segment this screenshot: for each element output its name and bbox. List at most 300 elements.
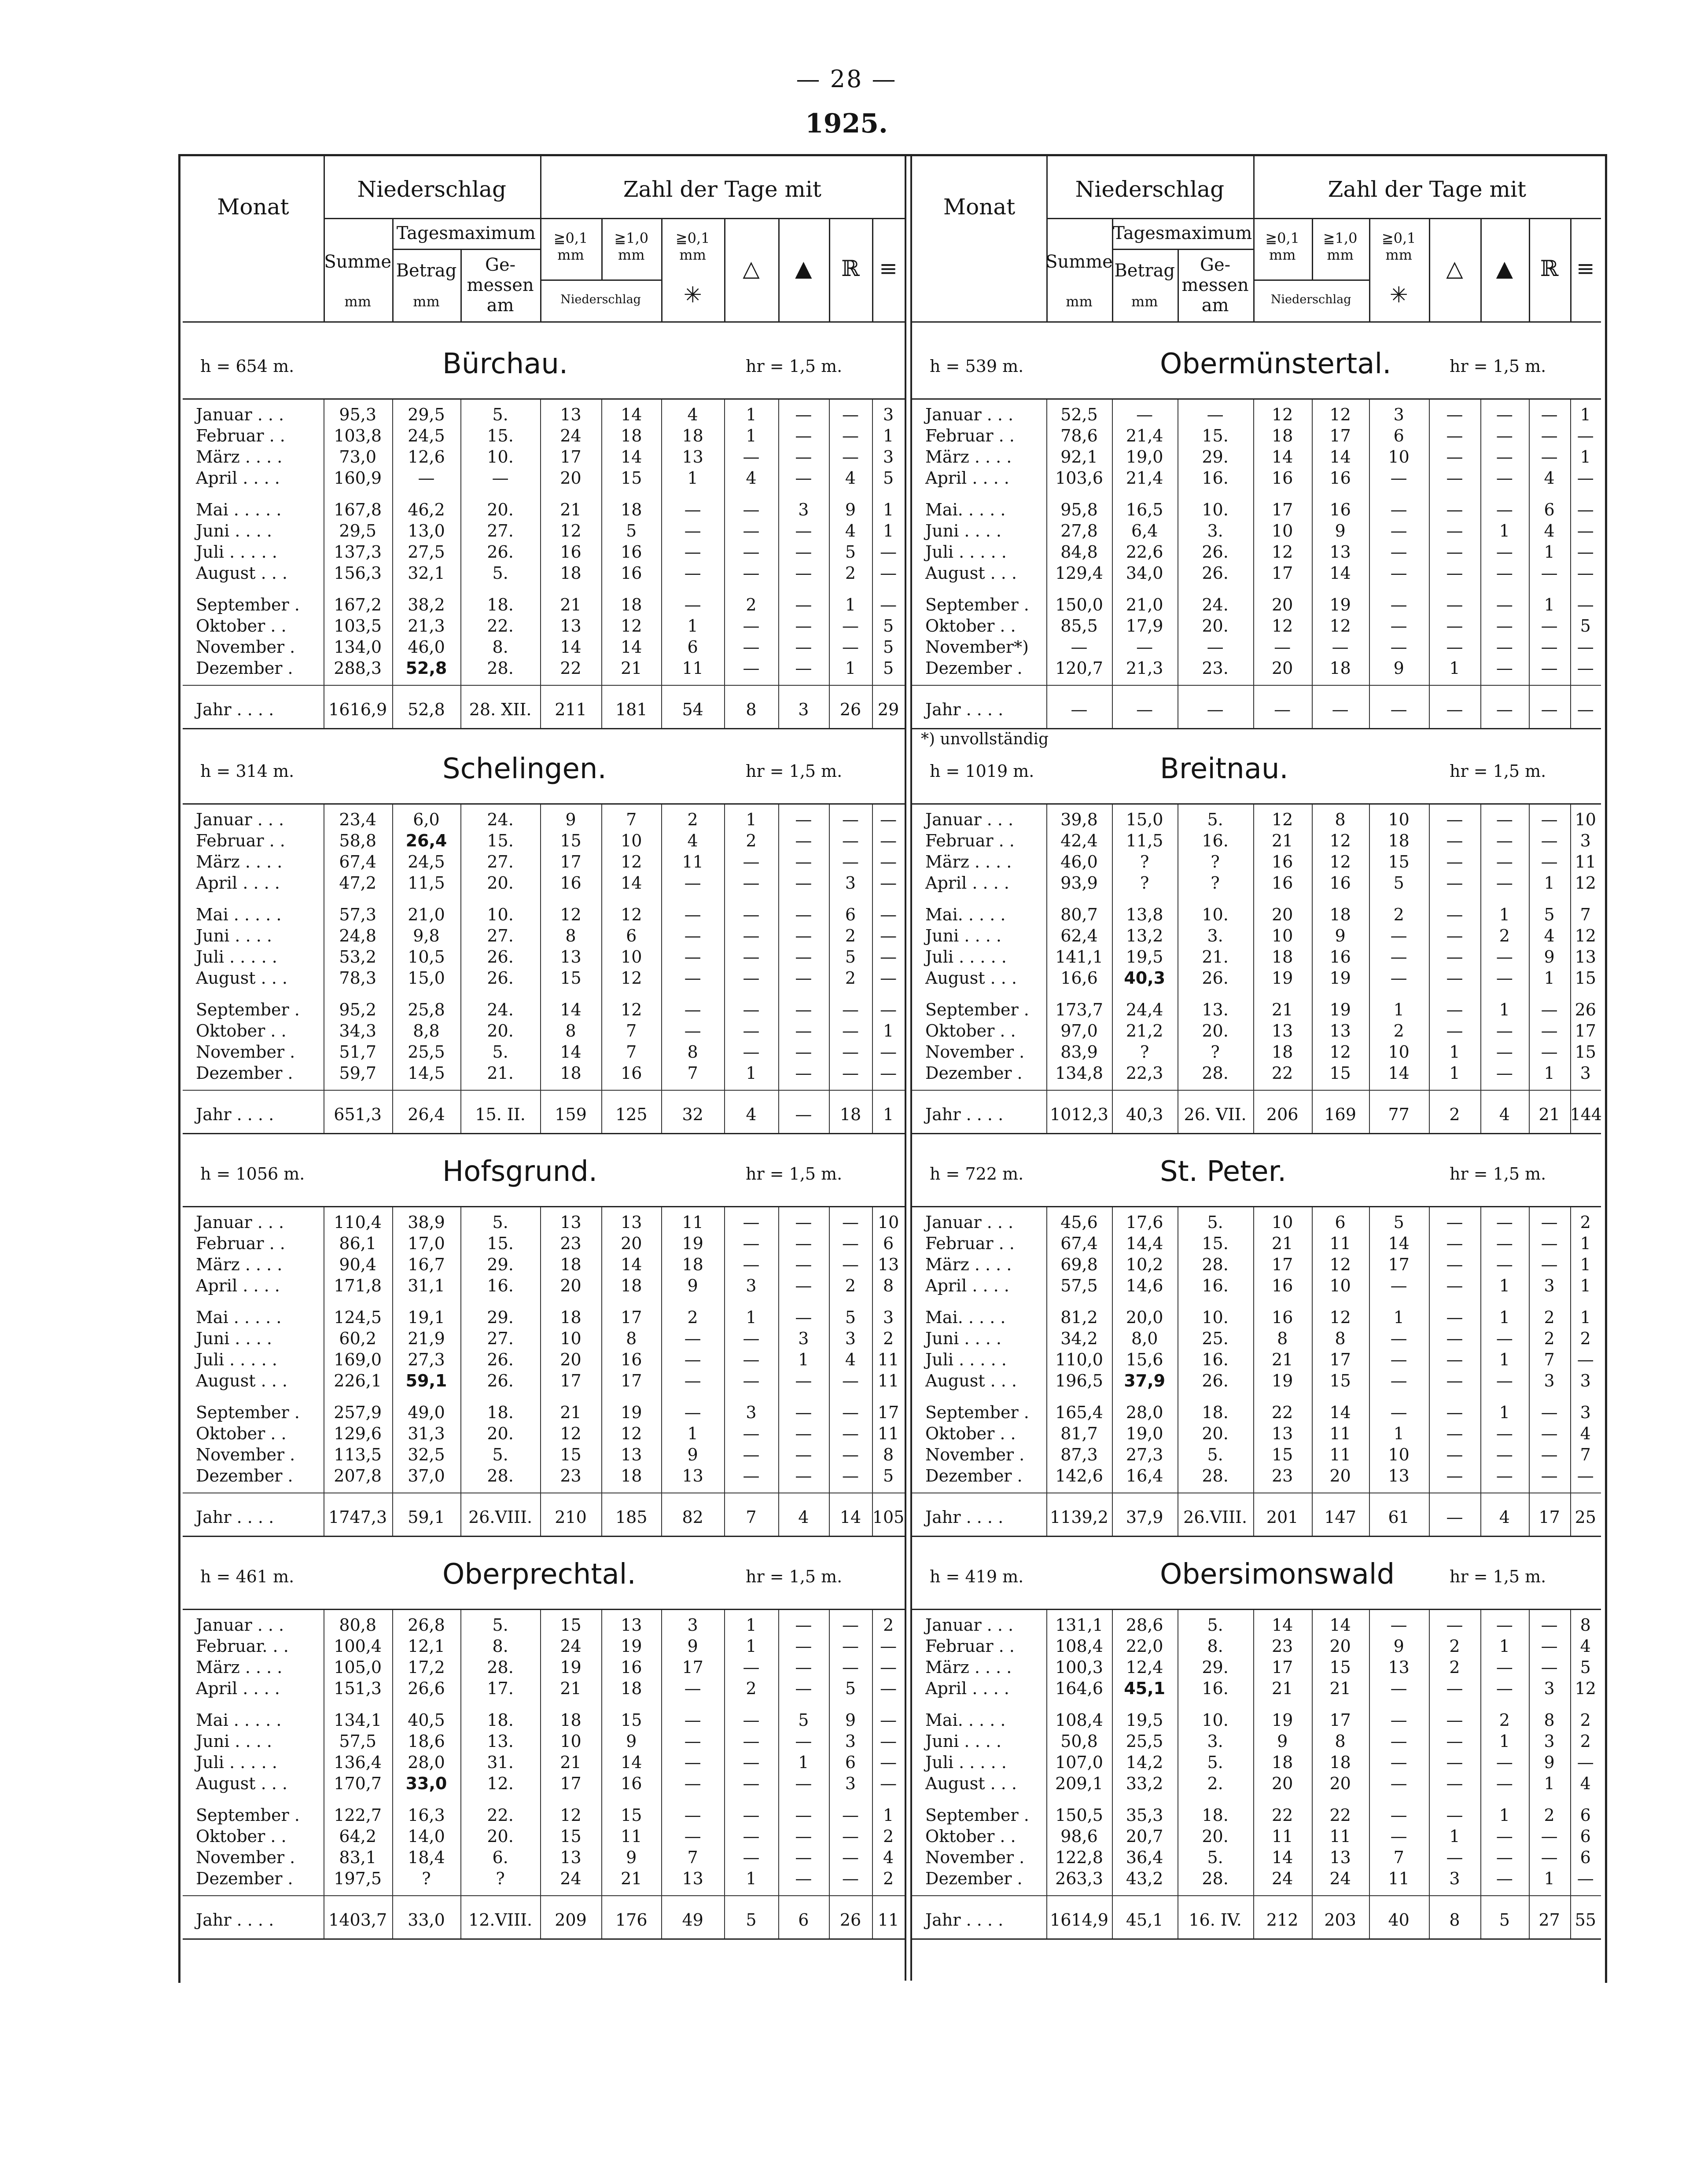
- table-cell: 9: [687, 1445, 698, 1464]
- table-cell: 16. IV.: [1189, 1910, 1242, 1930]
- table-cell: 86,1: [339, 1234, 376, 1253]
- table-cell: 17: [560, 447, 582, 467]
- table-cell: —: [1136, 405, 1153, 424]
- table-cell: 25: [1575, 1507, 1596, 1527]
- month-label: März . . . .: [925, 852, 1012, 871]
- table-cell: —: [795, 563, 812, 583]
- station-table: [912, 1206, 1601, 1537]
- table-cell: 18: [839, 1105, 861, 1124]
- table-cell: 15.: [1202, 426, 1229, 445]
- table-cell: ?: [496, 1869, 505, 1888]
- page-year: 1925.: [805, 108, 888, 139]
- table-cell: 18: [1388, 831, 1410, 850]
- table-cell: —: [880, 873, 897, 893]
- table-cell: 18.: [1202, 1805, 1229, 1825]
- table-cell: 2: [1449, 1105, 1460, 1124]
- table-cell: 25.: [1202, 1329, 1229, 1348]
- table-cell: 45,1: [1124, 1679, 1166, 1698]
- table-cell: 12: [560, 1424, 582, 1443]
- table-cell: —: [1390, 1805, 1407, 1825]
- table-cell: 2: [746, 831, 757, 850]
- table-cell: —: [1496, 563, 1513, 583]
- table-cell: 169,0: [334, 1350, 382, 1369]
- table-cell: 17,2: [408, 1658, 445, 1677]
- table-cell: 151,3: [334, 1679, 382, 1698]
- table-cell: 210: [555, 1507, 587, 1527]
- table-cell: —: [743, 873, 760, 893]
- table-cell: —: [1496, 1827, 1513, 1846]
- table-cell: 103,5: [334, 616, 382, 636]
- table-cell: 14: [1329, 1403, 1351, 1422]
- table-row: [183, 1826, 905, 1847]
- table-cell: 15: [1272, 1445, 1293, 1464]
- table-cell: 2: [746, 1679, 757, 1698]
- month-label: März . . . .: [196, 1255, 283, 1274]
- station-name: Obersimonswald: [1160, 1558, 1395, 1591]
- table-cell: 22,0: [1126, 1636, 1163, 1656]
- table-cell: 57,5: [339, 1732, 376, 1751]
- table-cell: 3: [1580, 1063, 1591, 1083]
- table-cell: 23: [1272, 1636, 1293, 1656]
- table-cell: —: [795, 1466, 812, 1485]
- table-cell: 19,0: [1126, 1424, 1163, 1443]
- table-cell: 11: [1329, 1445, 1351, 1464]
- table-cell: 20.: [1202, 1021, 1229, 1041]
- table-row: [183, 1805, 905, 1826]
- table-cell: 5.: [492, 1445, 508, 1464]
- station-rain-gauge-height: hr = 1,5 m.: [1450, 357, 1546, 376]
- table-cell: —: [1541, 447, 1558, 467]
- table-cell: —: [842, 1021, 859, 1041]
- table-cell: ?: [1140, 1042, 1149, 1062]
- table-cell: 1: [1580, 1276, 1591, 1295]
- table-cell: 9: [1335, 521, 1346, 540]
- table-cell: —: [1496, 1371, 1513, 1390]
- month-label: Juli . . . . .: [925, 542, 1007, 562]
- table-cell: 1: [746, 1615, 757, 1635]
- table-cell: —: [1541, 1403, 1558, 1422]
- table-cell: 87,3: [1060, 1445, 1098, 1464]
- table-cell: 29,5: [339, 521, 376, 540]
- left-header-tagesmaximum: Tagesmaximum: [396, 223, 536, 243]
- table-cell: 53,2: [339, 947, 376, 967]
- table-row: [912, 1041, 1601, 1063]
- table-cell: —: [743, 500, 760, 519]
- table-row: [183, 1868, 905, 1889]
- table-cell: 15: [560, 1445, 582, 1464]
- table-cell: 95,2: [339, 1000, 376, 1019]
- table-cell: 1: [798, 1753, 809, 1772]
- table-cell: 18.: [487, 1710, 514, 1730]
- month-label: Dezember .: [925, 1869, 1023, 1888]
- table-cell: 16: [621, 563, 642, 583]
- table-cell: 69,8: [1060, 1255, 1098, 1274]
- table-cell: 2: [1544, 1308, 1555, 1327]
- table-cell: 4: [845, 1350, 856, 1369]
- table-cell: —: [1446, 1021, 1463, 1041]
- table-row-year: [183, 1909, 905, 1930]
- table-row: [183, 809, 905, 830]
- table-cell: 3: [1544, 1371, 1555, 1390]
- table-cell: 20,7: [1126, 1827, 1163, 1846]
- table-cell: 18: [621, 595, 642, 614]
- table-cell: 150,0: [1055, 595, 1103, 614]
- table-cell: 15: [1329, 1371, 1351, 1390]
- table-cell: 20,0: [1126, 1308, 1163, 1327]
- table-cell: 22.: [487, 616, 514, 636]
- table-row: [912, 520, 1601, 541]
- table-cell: 14: [560, 637, 582, 657]
- table-cell: 12,6: [408, 447, 445, 467]
- table-row: [183, 1328, 905, 1349]
- table-row: [912, 404, 1601, 425]
- table-cell: 2.: [1207, 1774, 1223, 1793]
- right-header-graupel-icon: ▲: [1496, 256, 1513, 281]
- table-cell: —: [795, 1105, 812, 1124]
- table-cell: 226,1: [334, 1371, 382, 1390]
- table-cell: —: [880, 1636, 897, 1656]
- station-elevation: h = 419 m.: [930, 1567, 1024, 1586]
- table-cell: 1: [845, 595, 856, 614]
- table-row: [912, 809, 1601, 830]
- table-cell: 4: [1544, 468, 1555, 488]
- table-cell: 12: [621, 968, 642, 988]
- month-label: Jahr . . . .: [925, 1507, 1004, 1527]
- month-label: November .: [196, 1848, 295, 1867]
- table-cell: 2: [1580, 1732, 1591, 1751]
- table-cell: 18,4: [408, 1848, 445, 1867]
- table-cell: —: [1496, 447, 1513, 467]
- table-cell: —: [1446, 831, 1463, 850]
- table-cell: 8: [626, 1329, 637, 1348]
- table-cell: 1: [1449, 1042, 1460, 1062]
- table-cell: —: [795, 542, 812, 562]
- table-cell: 45,1: [1126, 1910, 1163, 1930]
- table-cell: —: [842, 405, 859, 424]
- table-cell: —: [1207, 700, 1224, 719]
- table-cell: ?: [1140, 873, 1149, 893]
- table-cell: 1: [1580, 405, 1591, 424]
- table-row: [183, 636, 905, 658]
- table-row: [912, 1423, 1601, 1444]
- table-cell: 26. VII.: [1184, 1105, 1247, 1124]
- table-cell: 15.: [487, 426, 514, 445]
- table-cell: 9: [626, 1732, 637, 1751]
- table-row: [183, 425, 905, 446]
- table-cell: 20.: [1202, 616, 1229, 636]
- table-cell: —: [1496, 1063, 1513, 1083]
- table-cell: —: [1496, 658, 1513, 678]
- month-label: September .: [925, 1403, 1029, 1422]
- table-cell: 80,7: [1060, 905, 1098, 924]
- table-cell: 159: [555, 1105, 587, 1124]
- month-label: März . . . .: [925, 447, 1012, 467]
- table-cell: 90,4: [339, 1255, 376, 1274]
- right-header-niederschlag: Niederschlag: [1075, 176, 1225, 202]
- table-cell: —: [1446, 1679, 1463, 1698]
- table-cell: —: [1390, 700, 1407, 719]
- left-header-zahl: Zahl der Tage mit: [623, 176, 822, 202]
- table-cell: 7: [1580, 1445, 1591, 1464]
- table-cell: —: [684, 1000, 701, 1019]
- table-cell: 14: [621, 1255, 642, 1274]
- table-cell: 18: [621, 426, 642, 445]
- table-cell: 21,0: [408, 905, 445, 924]
- table-cell: 26: [1575, 1000, 1596, 1019]
- table-cell: 19: [1329, 595, 1351, 614]
- table-cell: 8: [746, 700, 757, 719]
- table-cell: —: [1446, 1848, 1463, 1867]
- table-cell: 16: [1329, 500, 1351, 519]
- table-cell: 5.: [1207, 1848, 1223, 1867]
- table-cell: 21: [560, 1403, 582, 1422]
- month-label: Oktober . .: [925, 616, 1016, 636]
- table-row: [912, 851, 1601, 872]
- table-cell: 57,5: [1060, 1276, 1098, 1295]
- table-cell: 12: [1329, 1042, 1351, 1062]
- table-cell: —: [880, 810, 897, 829]
- table-cell: —: [842, 447, 859, 467]
- table-cell: 52,5: [1060, 405, 1098, 424]
- table-cell: —: [1446, 1213, 1463, 1232]
- table-cell: 4: [798, 1507, 809, 1527]
- table-cell: 29.: [1202, 447, 1229, 467]
- table-row: [912, 1402, 1601, 1423]
- month-label: Januar . . .: [925, 405, 1014, 424]
- table-cell: 25,5: [408, 1042, 445, 1062]
- table-cell: —: [795, 926, 812, 945]
- table-cell: 14: [621, 405, 642, 424]
- month-label: Juni . . . .: [925, 1732, 1001, 1751]
- table-cell: 26.: [487, 968, 514, 988]
- table-cell: 29.: [1202, 1658, 1229, 1677]
- table-cell: 11: [682, 852, 703, 871]
- table-cell: 8: [565, 1021, 576, 1041]
- table-cell: 5: [883, 658, 894, 678]
- right-header-ge01b: ≧0,1 mm: [1381, 230, 1416, 263]
- table-cell: —: [795, 1213, 812, 1232]
- table-cell: 2: [845, 1276, 856, 1295]
- table-cell: 10,2: [1126, 1255, 1163, 1274]
- table-cell: 40,3: [1124, 968, 1166, 988]
- table-cell: —: [743, 1371, 760, 1390]
- table-cell: —: [1541, 1827, 1558, 1846]
- table-cell: 10: [877, 1213, 899, 1232]
- table-cell: 3: [1544, 1679, 1555, 1698]
- table-cell: 1: [746, 1869, 757, 1888]
- table-cell: 28,0: [408, 1753, 445, 1772]
- table-row-year: [183, 699, 905, 720]
- table-cell: 14,5: [408, 1063, 445, 1083]
- table-cell: 197,5: [334, 1869, 382, 1888]
- table-cell: 3: [1544, 1732, 1555, 1751]
- table-cell: 1: [1544, 1869, 1555, 1888]
- table-cell: 28.: [1202, 1063, 1229, 1083]
- table-cell: —: [880, 831, 897, 850]
- right-header-thunder-icon: ℝ: [1540, 256, 1559, 281]
- table-cell: 6: [1580, 1827, 1591, 1846]
- table-cell: 3: [883, 1308, 894, 1327]
- table-cell: —: [1446, 1466, 1463, 1485]
- station-table: [912, 1609, 1601, 1940]
- table-row-year: [912, 699, 1601, 720]
- month-label: Dezember .: [925, 658, 1023, 678]
- table-cell: 10: [1329, 1276, 1351, 1295]
- table-cell: 21: [560, 500, 582, 519]
- station-rain-gauge-height: hr = 1,5 m.: [1450, 1567, 1546, 1586]
- table-cell: 21,2: [1126, 1021, 1163, 1041]
- table-cell: 13: [1388, 1658, 1410, 1677]
- table-cell: —: [795, 1234, 812, 1253]
- left-header-ge01b: ≧0,1 mm: [675, 230, 710, 263]
- table-cell: —: [1390, 616, 1407, 636]
- table-cell: —: [1496, 1042, 1513, 1062]
- table-cell: 35,3: [1126, 1805, 1163, 1825]
- table-cell: —: [743, 1234, 760, 1253]
- table-cell: 8: [1544, 1710, 1555, 1730]
- table-cell: —: [1390, 521, 1407, 540]
- right-header-betrag: Betrag: [1114, 261, 1175, 281]
- table-row-year: [183, 1104, 905, 1125]
- table-cell: 1: [1499, 905, 1510, 924]
- table-cell: 12: [1575, 926, 1596, 945]
- table-cell: 52,8: [408, 700, 445, 719]
- table-cell: 1: [1499, 1000, 1510, 1019]
- table-cell: 6: [1335, 1213, 1346, 1232]
- table-cell: —: [1446, 405, 1463, 424]
- table-cell: —: [842, 1827, 859, 1846]
- table-cell: 6: [798, 1910, 809, 1930]
- table-cell: 19: [621, 1636, 642, 1656]
- table-cell: 21: [1538, 1105, 1560, 1124]
- table-cell: 8: [883, 1276, 894, 1295]
- table-cell: 5.: [492, 1213, 508, 1232]
- table-row: [183, 1752, 905, 1773]
- table-cell: —: [1390, 1403, 1407, 1422]
- table-cell: 141,1: [1055, 947, 1103, 967]
- table-cell: 17: [560, 1774, 582, 1793]
- table-cell: 18: [1272, 1042, 1293, 1062]
- table-cell: 20: [1329, 1636, 1351, 1656]
- table-cell: —: [842, 831, 859, 850]
- table-cell: —: [1541, 1234, 1558, 1253]
- table-cell: —: [795, 1636, 812, 1656]
- table-cell: —: [743, 1753, 760, 1772]
- table-cell: 17: [1388, 1255, 1410, 1274]
- table-cell: 15: [560, 1827, 582, 1846]
- table-cell: —: [795, 1042, 812, 1062]
- table-cell: —: [795, 1774, 812, 1793]
- left-header-thunder-icon: ℝ: [841, 256, 860, 281]
- table-cell: 18: [1329, 658, 1351, 678]
- table-row: [183, 999, 905, 1020]
- table-cell: 18.: [1202, 1403, 1229, 1422]
- month-label: Mai. . . . .: [925, 500, 1006, 519]
- table-cell: 2: [1393, 905, 1404, 924]
- table-cell: 25,5: [1126, 1732, 1163, 1751]
- table-cell: —: [1390, 1615, 1407, 1635]
- table-cell: —: [1446, 1329, 1463, 1348]
- table-cell: —: [795, 1276, 812, 1295]
- month-label: September .: [196, 1805, 300, 1825]
- table-cell: 15: [621, 1805, 642, 1825]
- table-cell: 16: [560, 873, 582, 893]
- table-cell: —: [1577, 521, 1594, 540]
- table-cell: 176: [615, 1910, 648, 1930]
- table-cell: 18: [560, 563, 582, 583]
- table-cell: 26.: [487, 1350, 514, 1369]
- table-cell: 9: [1544, 947, 1555, 967]
- table-cell: 21.: [1202, 947, 1229, 967]
- table-cell: —: [1496, 1466, 1513, 1485]
- table-cell: —: [1390, 637, 1407, 657]
- table-cell: —: [1541, 658, 1558, 678]
- table-cell: 4: [1580, 1424, 1591, 1443]
- month-label: Juli . . . . .: [196, 1350, 277, 1369]
- station-rain-gauge-height: hr = 1,5 m.: [746, 1164, 843, 1184]
- table-cell: 1: [883, 426, 894, 445]
- station-rain-gauge-height: hr = 1,5 m.: [1450, 1164, 1546, 1184]
- table-row: [912, 872, 1601, 893]
- page-number: — 28 —: [796, 65, 897, 93]
- table-cell: —: [1332, 700, 1349, 719]
- table-cell: 12: [621, 1424, 642, 1443]
- table-cell: —: [1274, 700, 1291, 719]
- table-cell: —: [1390, 968, 1407, 988]
- table-cell: 19,5: [1126, 1710, 1163, 1730]
- table-cell: —: [1446, 468, 1463, 488]
- table-cell: —: [1541, 1848, 1558, 1867]
- table-cell: 29.: [487, 1308, 514, 1327]
- month-label: September .: [925, 1000, 1029, 1019]
- table-cell: 29: [877, 700, 899, 719]
- table-cell: —: [1446, 700, 1463, 719]
- table-cell: 77: [1388, 1105, 1410, 1124]
- table-cell: —: [684, 1732, 701, 1751]
- table-cell: 11: [682, 1213, 703, 1232]
- table-row: [912, 541, 1601, 563]
- table-cell: —: [795, 1732, 812, 1751]
- table-cell: 8.: [492, 1636, 508, 1656]
- table-cell: 12: [560, 1805, 582, 1825]
- table-cell: 23: [1272, 1466, 1293, 1485]
- station-block: [183, 339, 905, 719]
- table-cell: 18,6: [408, 1732, 445, 1751]
- table-cell: 1: [1544, 968, 1555, 988]
- table-cell: 55: [1575, 1910, 1596, 1930]
- table-cell: 17: [1575, 1021, 1596, 1041]
- table-cell: 59,1: [405, 1371, 447, 1390]
- table-cell: 8,0: [1131, 1329, 1158, 1348]
- table-cell: —: [1496, 700, 1513, 719]
- table-cell: 24,5: [408, 852, 445, 871]
- table-cell: 10: [1575, 810, 1596, 829]
- table-row: [183, 520, 905, 541]
- table-cell: 12: [621, 905, 642, 924]
- table-cell: 3: [746, 1276, 757, 1295]
- table-cell: 8: [1335, 810, 1346, 829]
- table-cell: —: [1541, 1255, 1558, 1274]
- table-cell: 2: [687, 810, 698, 829]
- table-row: [912, 563, 1601, 584]
- table-cell: 203: [1324, 1910, 1356, 1930]
- table-cell: —: [743, 447, 760, 467]
- table-cell: 5: [626, 521, 637, 540]
- table-cell: 7: [626, 810, 637, 829]
- table-cell: —: [1446, 595, 1463, 614]
- table-cell: 12: [1272, 405, 1293, 424]
- month-label: Jahr . . . .: [925, 1910, 1004, 1930]
